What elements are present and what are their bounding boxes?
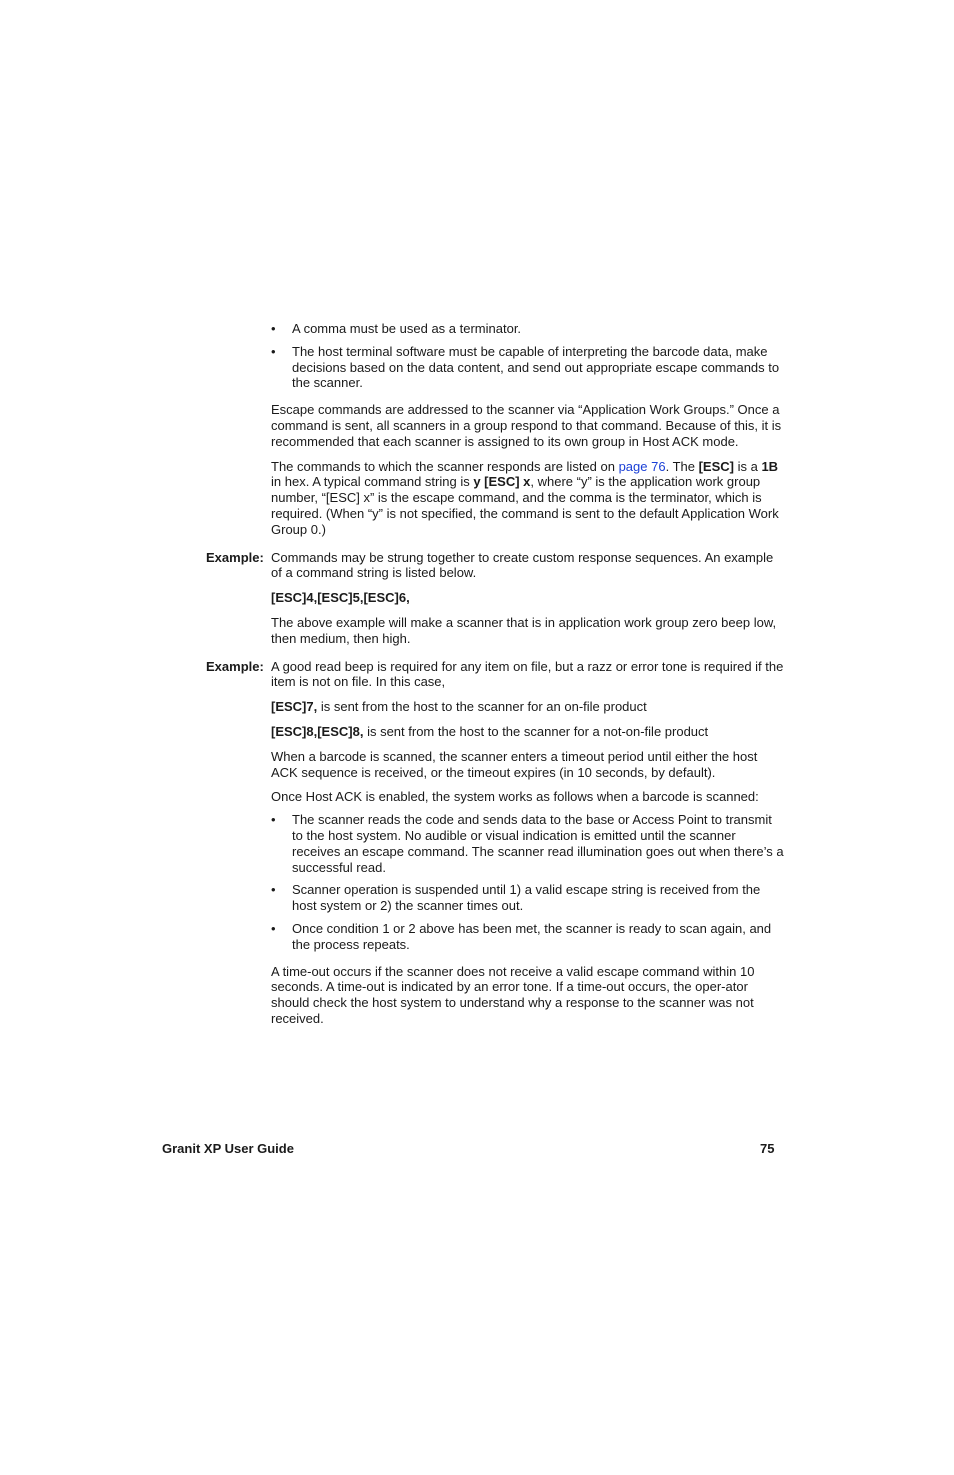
page-number: 75 bbox=[760, 1141, 775, 1156]
example-label: Example: bbox=[206, 658, 264, 674]
bullet-icon: • bbox=[271, 920, 276, 936]
list-item bbox=[271, 882, 785, 914]
example-block-1 bbox=[206, 549, 785, 647]
bullet-icon: • bbox=[271, 321, 276, 336]
list-item-text: The scanner reads the code and sends data to the base or Access Point to transmit to the host system. No audible or visual indication is emitted until the scanner receives an escape command. The scanner read illumination goes out when there’s a successful read. bbox=[292, 812, 784, 875]
example-block-2 bbox=[206, 658, 785, 1027]
host-ack-paragraph: Once Host ACK is enabled, the system works as follows when a barcode is scanned: bbox=[271, 789, 759, 805]
escape-paragraph: Escape commands are addressed to the scanner via “Application Work Groups.” Once a command is sent, all scanners in a group respond to that command. Because of this, it is recommended that each scanner is assigned to its own group in Host ACK mode. bbox=[271, 402, 782, 449]
example-text: Commands may be strung together to create custom response sequences. An example of a command string is listed below. bbox=[271, 549, 774, 581]
footer-title: Granit XP User Guide bbox=[162, 1141, 294, 1156]
list-item bbox=[271, 321, 785, 337]
list-item bbox=[271, 344, 785, 391]
page-link[interactable]: page 76 bbox=[618, 458, 666, 474]
example-text: A good read beep is required for any item on file, but a razz or error tone is required if the item is not on file. In this case, bbox=[271, 658, 784, 690]
list-item-text: The host terminal software must be capable of interpreting the barcode data, make decisions based on the data content, and send out appropriate escape commands to the scanner. bbox=[292, 343, 780, 391]
example-label: Example: bbox=[206, 549, 264, 565]
timeout-period-paragraph: When a barcode is scanned, the scanner enters a timeout period until either the host ACK sequence is received, or the timeout expires (in 10 seconds, by default). bbox=[271, 748, 758, 780]
list-item bbox=[271, 812, 785, 875]
list-item-text: A comma must be used as a terminator. bbox=[292, 321, 522, 336]
not-on-file-command: [ESC]8,[ESC]8, is sent from the host to the scanner for a not-on-file product bbox=[271, 723, 709, 739]
command-string: [ESC]4,[ESC]5,[ESC]6, bbox=[271, 590, 410, 606]
example-explanation: The above example will make a scanner that is in application work group zero beep low, then medium, then high. bbox=[271, 614, 777, 646]
commands-paragraph: The commands to which the scanner responds are listed on page 76. The [ESC] is a 1B in hex. A typical command string is y [ESC] x, where “y” is the application work group number, “[ESC] x” is the escape command, and the comma is the terminator, which is required. (When “y” is not specified, the command is sent to the default Application Work Group 0.) bbox=[271, 458, 779, 537]
requirements-list bbox=[271, 321, 785, 391]
bullet-icon: • bbox=[271, 812, 276, 828]
page-content bbox=[206, 321, 785, 1036]
process-list bbox=[271, 812, 785, 952]
bullet-icon: • bbox=[271, 882, 276, 898]
list-item-text: Scanner operation is suspended until 1) a valid escape string is received from the host system or 2) the scanner times out. bbox=[292, 882, 761, 914]
bullet-icon: • bbox=[271, 343, 276, 359]
timeout-paragraph: A time-out occurs if the scanner does not receive a valid escape command within 10 seconds. A time-out is indicated by an error tone. If a time-out occurs, the oper-ator should check the host system to understand why a response to the scanner was not received. bbox=[271, 963, 755, 1026]
list-item-text: Once condition 1 or 2 above has been met, the scanner is ready to scan again, and the process repeats. bbox=[292, 920, 772, 952]
list-item bbox=[271, 921, 785, 953]
on-file-command: [ESC]7, is sent from the host to the scanner for an on-file product bbox=[271, 699, 647, 715]
